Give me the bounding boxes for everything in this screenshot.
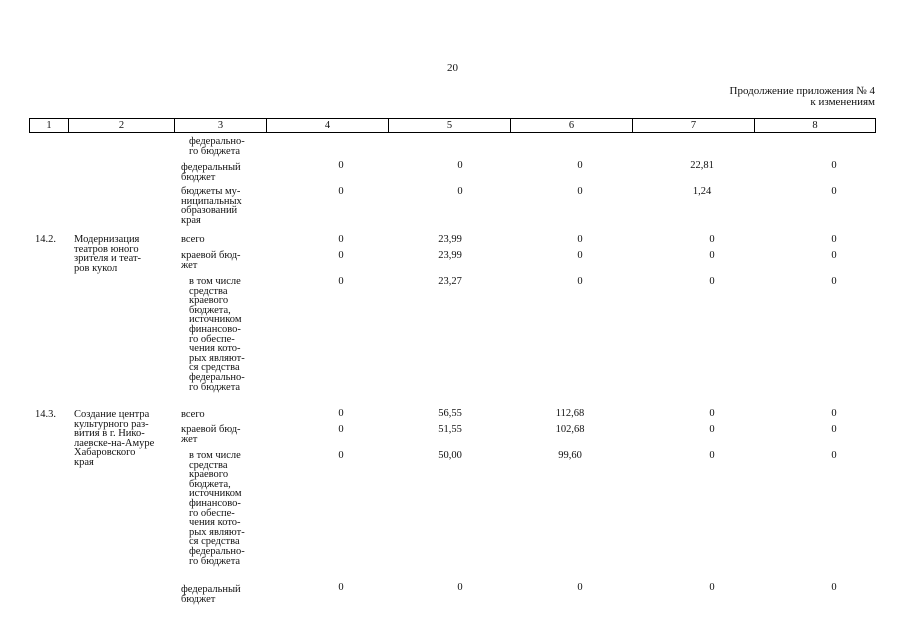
value-col-6: 0 bbox=[577, 276, 583, 287]
value-col-7: 1,24 bbox=[692, 186, 712, 197]
column-header-6: 6 bbox=[511, 119, 633, 132]
column-header-row bbox=[29, 118, 876, 133]
value-col-6: 99,60 bbox=[558, 450, 582, 461]
column-header-5: 5 bbox=[389, 119, 511, 132]
appendix-title bbox=[730, 86, 875, 108]
value-col-4: 0 bbox=[338, 408, 344, 419]
value-col-7: 0 bbox=[709, 408, 715, 419]
value-col-4: 0 bbox=[338, 160, 344, 171]
funding-source: федеральный бюджет bbox=[181, 584, 241, 605]
funding-source: в том числе средства краевого бюджета, источником финансово- го обеспе- чения кото- рых являют- ся средства федерально- го бюджета bbox=[189, 276, 245, 393]
value-col-6: 0 bbox=[577, 250, 583, 261]
column-header-8: 8 bbox=[812, 120, 818, 131]
column-header-4: 4 bbox=[267, 119, 389, 132]
value-col-4: 0 bbox=[338, 276, 344, 287]
item-number: 14.3. bbox=[35, 409, 56, 420]
appendix-title-line-1: Продолжение приложения № 4 bbox=[729, 85, 875, 97]
value-col-5: 23,99 bbox=[438, 234, 462, 245]
value-col-7: 0 bbox=[709, 276, 715, 287]
value-col-7: 22,81 bbox=[690, 160, 714, 171]
funding-source: бюджеты му- ниципальных образований края bbox=[181, 186, 242, 226]
value-col-7: 0 bbox=[709, 450, 715, 461]
value-col-8: 0 bbox=[831, 234, 837, 245]
item-name: Модернизация театров юного зрителя и теат- ров кукол bbox=[74, 234, 142, 274]
value-col-4: 0 bbox=[338, 250, 344, 261]
value-col-8: 0 bbox=[831, 450, 837, 461]
value-col-5: 51,55 bbox=[438, 424, 462, 435]
value-col-5: 23,27 bbox=[438, 276, 462, 287]
value-col-5: 56,55 bbox=[438, 408, 462, 419]
value-col-4: 0 bbox=[338, 424, 344, 435]
value-col-8: 0 bbox=[831, 408, 837, 419]
column-header-1: 1 bbox=[30, 119, 69, 132]
column-header-3: 3 bbox=[175, 119, 267, 132]
value-col-4: 0 bbox=[338, 186, 344, 197]
carry-over-source-tail: федерально- го бюджета bbox=[189, 136, 245, 157]
column-header-2: 2 bbox=[69, 119, 175, 132]
value-col-5: 0 bbox=[457, 582, 463, 593]
page-number: 20 bbox=[447, 62, 458, 74]
value-col-4: 0 bbox=[338, 450, 344, 461]
value-col-8: 0 bbox=[831, 250, 837, 261]
value-col-7: 0 bbox=[709, 582, 715, 593]
value-col-6: 0 bbox=[577, 186, 583, 197]
value-col-4: 0 bbox=[338, 582, 344, 593]
value-col-6: 102,68 bbox=[555, 424, 585, 435]
value-col-8: 0 bbox=[831, 582, 837, 593]
item-number: 14.2. bbox=[35, 234, 56, 245]
value-col-5: 0 bbox=[457, 186, 463, 197]
value-col-7: 0 bbox=[709, 234, 715, 245]
value-col-5: 50,00 bbox=[438, 450, 462, 461]
value-col-7: 0 bbox=[709, 250, 715, 261]
value-col-5: 23,99 bbox=[438, 250, 462, 261]
value-col-7: 0 bbox=[709, 424, 715, 435]
value-col-8: 0 bbox=[831, 186, 837, 197]
value-col-6: 112,68 bbox=[555, 408, 585, 419]
value-col-8: 0 bbox=[831, 160, 837, 171]
value-col-6: 0 bbox=[577, 234, 583, 245]
column-header-7: 7 bbox=[633, 119, 755, 132]
appendix-title-line-2: к изменениям bbox=[810, 96, 875, 108]
funding-source: краевой бюд- жет bbox=[181, 424, 241, 445]
funding-source: всего bbox=[181, 234, 205, 245]
value-col-8: 0 bbox=[831, 276, 837, 287]
funding-source: всего bbox=[181, 409, 205, 420]
funding-source: федеральный бюджет bbox=[181, 162, 241, 183]
value-col-4: 0 bbox=[338, 234, 344, 245]
value-col-6: 0 bbox=[577, 160, 583, 171]
item-name: Создание центра культурного раз- вития в г. Нико- лаевске-на-Амуре Хабаровского края bbox=[74, 409, 155, 468]
value-col-5: 0 bbox=[457, 160, 463, 171]
funding-source: краевой бюд- жет bbox=[181, 250, 241, 271]
funding-source: в том числе средства краевого бюджета, источником финансово- го обеспе- чения кото- рых являют- ся средства федерально- го бюджета bbox=[189, 450, 245, 567]
value-col-6: 0 bbox=[577, 582, 583, 593]
value-col-8: 0 bbox=[831, 424, 837, 435]
